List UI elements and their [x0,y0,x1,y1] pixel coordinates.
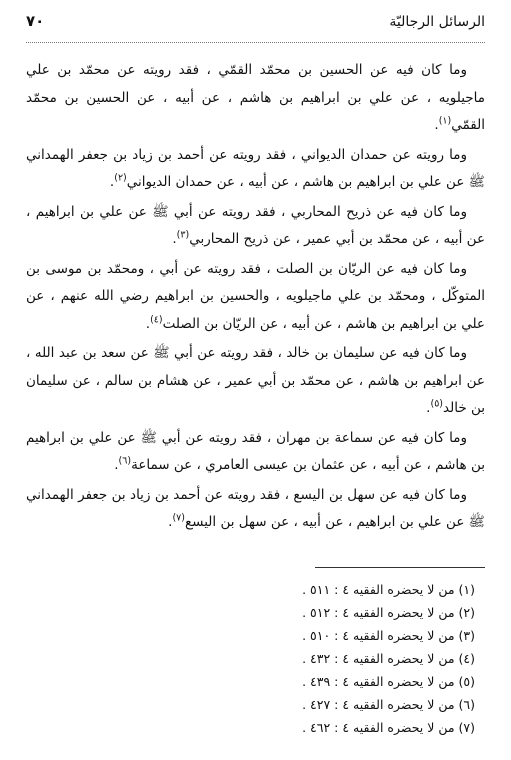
paragraph-text: وما كان فيه عن الحسين بن محمّد القمّي ، فقد رويته عن محمّد بن علي ماجيلويه ، عن علي بن ابراهيم بن هاشم ، عن أبيه ، عن الحسين بن محمّد القمّي [26,62,485,133]
paragraph-end: . [434,117,439,133]
paragraph-end: . [109,174,115,190]
paragraph-text: وما كان فيه عن الريّان بن الصلت ، فقد رويته عن أبي ، ومحمّد بن موسى بن المتوكّل ، ومحمّد بن علي ماجيلويه ، والحسين بن ابراهيم رضي الله عنهم ، عن علي بن ابراهيم بن هاشم ، عن أبيه ، عن الريّان بن الصلت [26,260,485,332]
footnote: (٤) من لا يحضره الفقيه ٤ : ٤٣٢ . [302,650,475,666]
paragraph-text: وما كان فيه عن سهل بن اليسع ، فقد رويته عن أحمد بن زياد بن جعفر الهمداني ﷺ عن علي بن ابراهيم ، عن أبيه ، عن سهل بن اليسع [26,486,485,530]
page-number: ٧٠ [26,12,45,30]
paragraph-text: وما كان فيه عن سليمان بن خالد ، فقد رويته عن أبي ﷺ عن سعد بن عبد الله ، عن ابراهيم بن هاشم ، عن محمّد بن أبي عمير ، عن هشام بن سالم ، عن سليمان بن خالد [26,345,485,416]
footnote-ref: (٤) [150,314,163,325]
paragraph [26,142,485,197]
paragraph [26,340,485,423]
paragraph-end: . [114,457,119,473]
paragraph-text: وما كان فيه عن ذريح المحاربي ، فقد رويته عن أبي ﷺ عن علي بن ابراهيم ، عن أبيه ، عن محمّد بن أبي عمير ، عن ذريح المحاربي [26,203,485,247]
footnote-ref: (٧) [172,512,185,524]
paragraph-end: . [168,514,173,530]
paragraph [26,199,485,254]
footnote: (٥) من لا يحضره الفقيه ٤ : ٤٣٩ . [302,673,475,689]
paragraph-end: . [172,231,177,247]
footnote-ref: (٣) [176,229,190,241]
footnote-divider [315,567,485,568]
paragraph-text: وما رويته عن حمدان الديواني ، فقد رويته عن أحمد بن زياد بن جعفر الهمداني ﷺ عن علي بن ابراهيم بن هاشم ، عن أبيه ، عن حمدان الديواني [26,146,485,190]
footnote: (١) من لا يحضره الفقيه ٤ : ٥١١ . [302,581,475,597]
footnote-ref: (٢) [114,172,127,184]
footnote-ref: (٦) [118,455,132,467]
page-body [26,57,485,537]
footnote: (٢) من لا يحضره الفقيه ٤ : ٥١٢ . [302,604,475,620]
paragraph [26,425,485,480]
running-title: الرسائل الرجاليّة [389,14,485,30]
footnotes-list [26,578,485,739]
page-header [26,12,485,43]
paragraph-text: وما كان فيه عن سماعة بن مهران ، فقد رويته عن أبي ﷺ عن علي بن ابراهيم بن هاشم ، عن أبيه ، عن عثمان بن عيسى العامري ، عن سماعة [26,429,485,473]
paragraph [26,256,485,339]
footnote: (٧) من لا يحضره الفقيه ٤ : ٤٦٢ . [302,719,475,735]
footnote: (٦) من لا يحضره الفقيه ٤ : ٤٢٧ . [302,696,475,712]
paragraph [26,57,485,140]
paragraph-end: . [145,315,151,332]
paragraph [26,482,485,537]
footnote-ref: (٥) [430,398,444,410]
paragraph-end: . [426,400,431,416]
footnote: (٣) من لا يحضره الفقيه ٤ : ٥١٠ . [302,627,475,643]
footnote-ref: (١) [438,115,452,127]
